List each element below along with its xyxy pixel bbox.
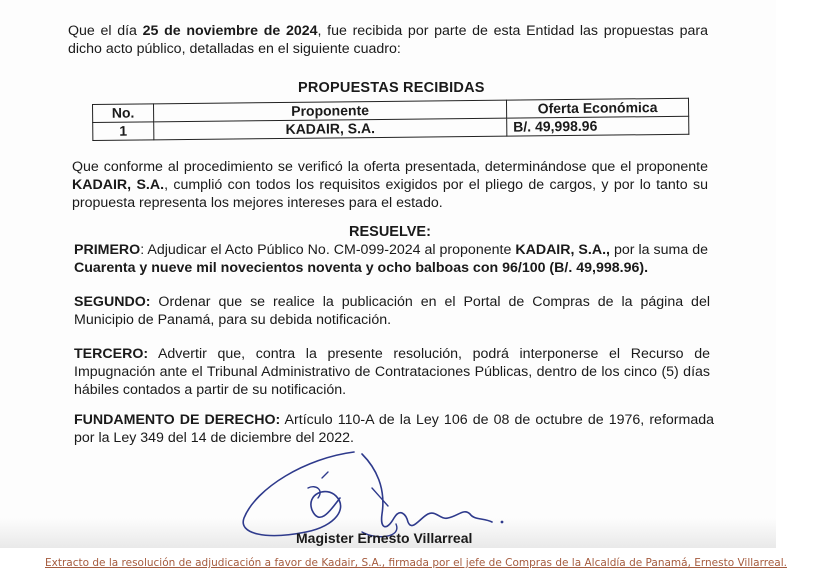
cell-oferta: B/. 49,998.96 (507, 116, 689, 136)
segundo-paragraph (74, 293, 710, 329)
conforme-company: KADAIR, S.A. (72, 177, 165, 193)
intro-date: 25 de noviembre de 2024 (142, 23, 318, 39)
cell-proponente: KADAIR, S.A. (154, 118, 507, 140)
image-caption-link[interactable]: Extracto de la resolución de adjudicación a favor de Kadair, S.A., firmada por el jefe de Compras de la Alcaldía de Panamá, Ernesto Villarreal. (45, 557, 787, 569)
header-no: No. (93, 104, 154, 123)
primero-company: KADAIR, S.A., (515, 242, 610, 258)
fundamento-text: Artículo 110-A de la Ley 106 de 08 de octubre de 1976, reformada por la Ley 349 del 14 de diciembre del 2022. (74, 412, 714, 446)
primero-label: PRIMERO (74, 242, 141, 258)
intro-paragraph (68, 22, 708, 58)
segundo-label: SEGUNDO: (74, 294, 151, 310)
primero-amount: Cuarenta y nueve mil novecientos noventa y ocho balboas con 96/100 (B/. 49,998.96). (74, 260, 649, 276)
table-title: PROPUESTAS RECIBIDAS (298, 80, 485, 96)
conforme-text-start: Que conforme al procedimiento se verificó la oferta presentada, determinándose que el proponente (72, 159, 708, 175)
proposals-table (92, 98, 689, 141)
header-oferta: Oferta Económica (506, 98, 688, 118)
intro-text-start: Que el día (68, 23, 143, 39)
tercero-paragraph (74, 345, 710, 399)
resuelve-heading: RESUELVE: (349, 224, 431, 240)
primero-paragraph (74, 241, 708, 277)
conforme-paragraph (72, 158, 708, 212)
conforme-text-end: , cumplió con todos los requisitos exigidos por el pliego de cargos, y por lo tanto su propuesta representa los mejores intereses para el estado. (72, 177, 708, 211)
segundo-text: Ordenar que se realice la publicación en el Portal de Compras de la página del Municipio de Panamá, para su debida notificación. (74, 294, 710, 328)
signer-name: Magister Ernesto Villarreal (296, 530, 473, 546)
cell-no: 1 (93, 122, 154, 141)
fundamento-paragraph (74, 411, 714, 447)
page-margin (776, 0, 814, 579)
primero-text-mid: por la suma de (609, 242, 708, 258)
tercero-label: TERCERO: (74, 346, 149, 362)
primero-text-start: : Adjudicar el Acto Público No. CM-099-2024 al proponente (140, 242, 516, 258)
intro-text-end: , fue recibida por parte de esta Entidad las propuestas para dicho acto público, detalladas en el siguiente cuadro: (68, 23, 708, 57)
header-proponente: Proponente (154, 100, 507, 122)
tercero-text: Advertir que, contra la presente resolución, podrá interponerse el Recurso de Impugnación ante el Tribunal Administrativo de Contrataciones Públicas, dentro de los cinco (5) días hábiles contados a partir de su notificación. (74, 346, 710, 398)
fundamento-label: FUNDAMENTO DE DERECHO: (74, 412, 281, 428)
